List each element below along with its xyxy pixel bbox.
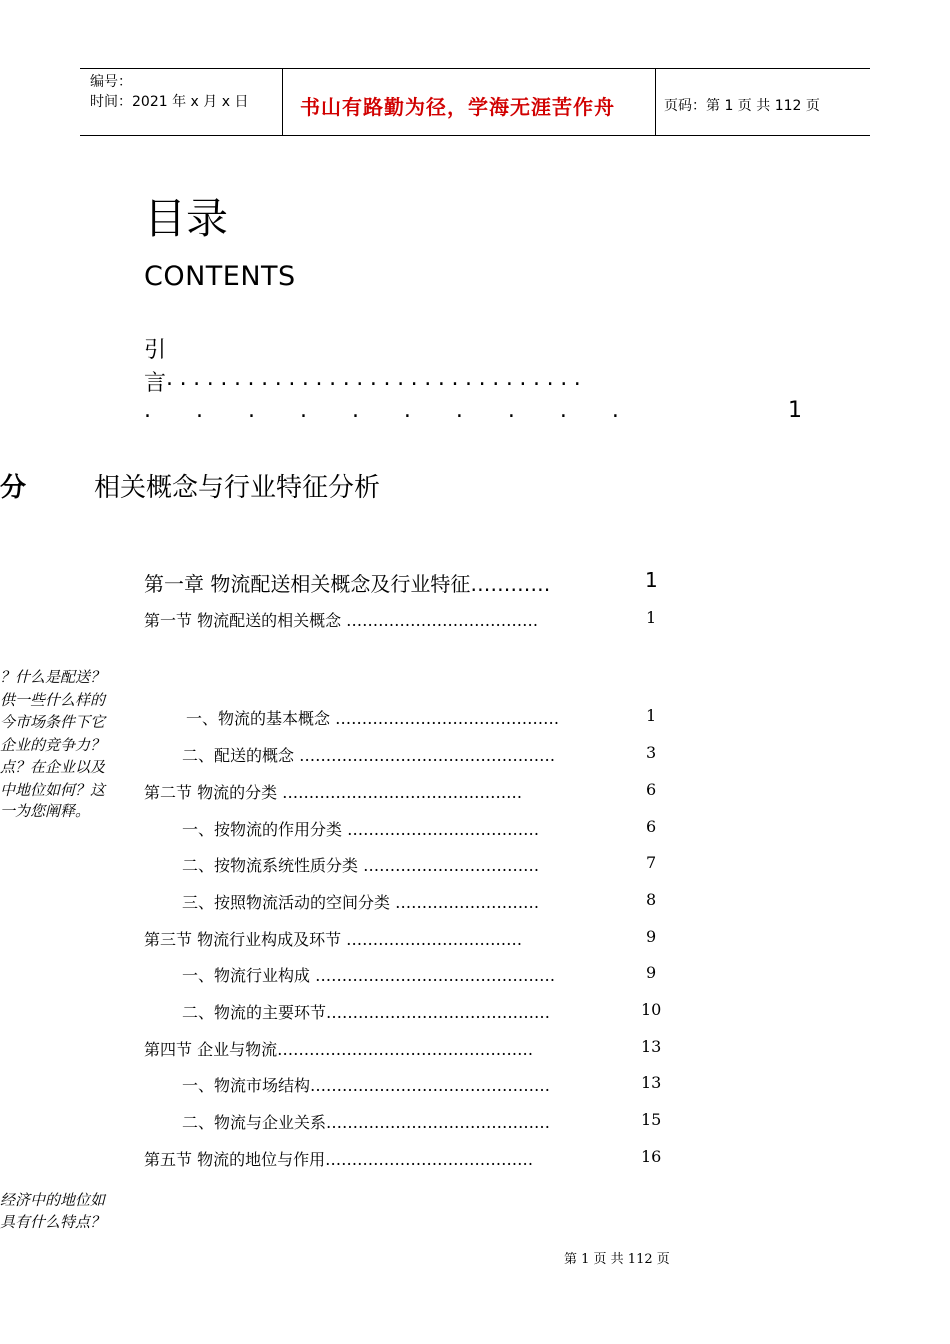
- toc-page-number: 15: [641, 1110, 662, 1129]
- toc-entry-item: 一、物流市场结构………………………………………: [182, 1076, 551, 1095]
- page-title: 目录: [144, 194, 229, 243]
- toc-page-number: 10: [641, 1000, 662, 1019]
- toc-entry-section-2: 第二节 物流的分类 ………………………………………: [144, 783, 523, 802]
- toc-page-number: 6: [646, 817, 657, 836]
- toc-entry-section-5: 第五节 物流的地位与作用…………………………………: [144, 1150, 534, 1169]
- toc-page-number: 13: [641, 1037, 662, 1056]
- header-motto: 书山有路勤为径，学海无涯苦作舟: [300, 95, 615, 119]
- toc-entry-item: 二、配送的概念 …………………………………………: [182, 746, 556, 765]
- toc-page-number: 8: [646, 890, 657, 909]
- part-title: 相关概念与行业特征分析: [94, 473, 381, 503]
- toc-entry-section-1: 第一节 物流配送的相关概念 ………………………………: [144, 611, 539, 630]
- toc-page-number: 1: [646, 706, 657, 725]
- chapter-entry: 第一章 物流配送相关概念及行业特征…………: [144, 572, 551, 596]
- toc-page-number: 13: [641, 1073, 662, 1092]
- toc-page-number: 1: [646, 608, 657, 627]
- toc-entry-item: 三、按照物流活动的空间分类 ………………………: [182, 893, 540, 912]
- header-number-label: 编号：: [90, 74, 132, 90]
- toc-entry-item: 一、物流行业构成 ………………………………………: [182, 966, 556, 985]
- header-date-label: 时间：2021 年 x 月 x 日: [90, 94, 249, 110]
- intro-page-number: 1: [788, 398, 802, 423]
- toc-entry-item: 二、物流与企业关系……………………………………: [182, 1113, 551, 1132]
- toc-entry-item: 一、物流的基本概念 ……………………………………: [186, 709, 560, 728]
- side-note-line: 经济中的地位如: [0, 1191, 106, 1209]
- side-note-line: 点？在企业以及: [0, 758, 106, 776]
- toc-entry-item: 二、物流的主要环节……………………………………: [182, 1003, 551, 1022]
- toc-page-number: 3: [646, 743, 657, 762]
- toc-page-number: 9: [646, 927, 657, 946]
- toc-page-number: 7: [646, 853, 657, 872]
- toc-entry-item: 一、按物流的作用分类 ………………………………: [182, 820, 540, 839]
- chapter-page-number: 1: [645, 568, 658, 592]
- header-divider-2: [655, 69, 656, 136]
- toc-page-number: 9: [646, 963, 657, 982]
- intro-leader-dots: ...............................: [166, 366, 588, 391]
- side-note-line: 具有什么特点？: [0, 1213, 106, 1231]
- header-top-rule: [80, 68, 870, 69]
- header-bottom-rule: [80, 135, 870, 136]
- part-label: 分: [0, 473, 27, 503]
- side-note-line: 企业的竞争力？: [0, 736, 106, 754]
- toc-page-number: 16: [641, 1147, 662, 1166]
- page-footer: 第 1 页 共 112 页: [564, 1252, 670, 1267]
- header-page-info: 页码：第 1 页 共 112 页: [664, 98, 820, 114]
- toc-entry-item: 二、按物流系统性质分类 ……………………………: [182, 856, 540, 875]
- side-note-line: 一为您阐释。: [0, 802, 91, 820]
- toc-entry-section-4: 第四节 企业与物流…………………………………………: [144, 1040, 534, 1059]
- page-subtitle: CONTENTS: [144, 261, 296, 292]
- intro-leader-dots-2: . . . . . . . . . .: [144, 398, 638, 423]
- side-note-line: 供一些什么样的: [0, 691, 106, 709]
- header-divider-1: [282, 69, 283, 136]
- intro-line-1: 引: [144, 338, 167, 363]
- toc-entry-section-3: 第三节 物流行业构成及环节 ……………………………: [144, 930, 523, 949]
- side-note-line: 中地位如何？这: [0, 781, 106, 799]
- side-note-line: 今市场条件下它: [0, 713, 106, 731]
- intro-line-2-char: 言: [144, 371, 167, 396]
- toc-page-number: 6: [646, 780, 657, 799]
- side-note-line: ？什么是配送？: [0, 668, 106, 686]
